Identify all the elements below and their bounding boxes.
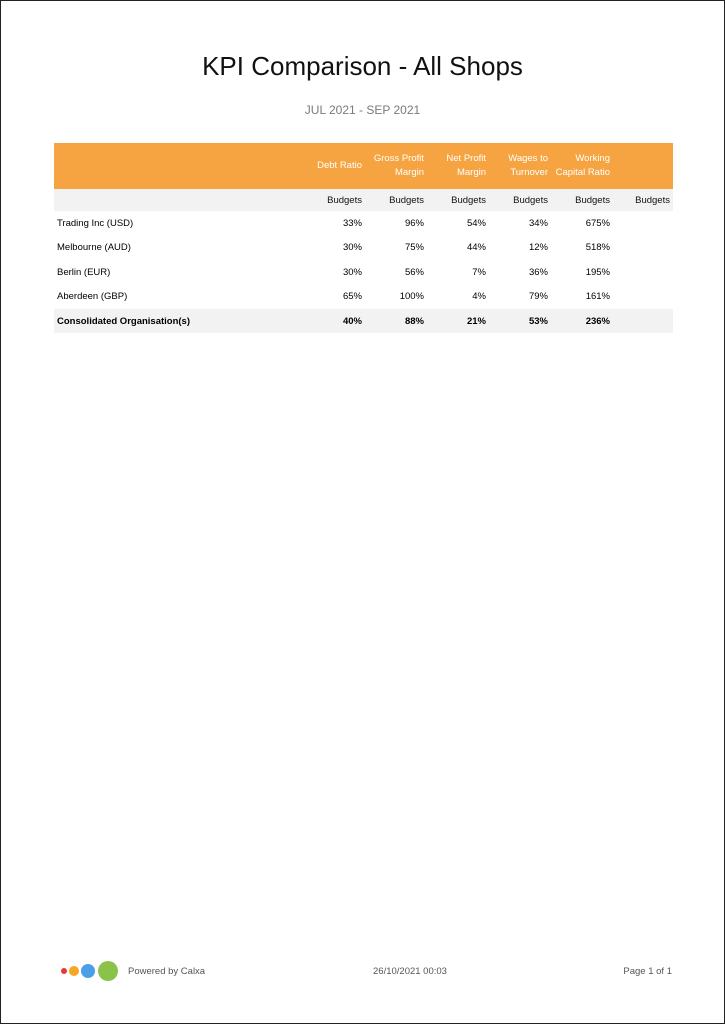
table-row bbox=[54, 260, 673, 285]
total-label: Consolidated Organisation(s) bbox=[54, 309, 300, 333]
value-cell: 161% bbox=[585, 291, 610, 303]
generated-timestamp: 26/10/2021 00:03 bbox=[373, 966, 447, 977]
value-cell: 518% bbox=[585, 242, 610, 254]
table-header-row bbox=[54, 143, 673, 189]
kpi-table bbox=[54, 143, 673, 333]
header-blank bbox=[613, 143, 673, 189]
value-cell: 33% bbox=[342, 217, 362, 229]
value-cell: 34% bbox=[528, 217, 548, 229]
logo-dot-green bbox=[98, 961, 118, 981]
logo-dot-orange bbox=[69, 966, 79, 976]
empty-cell bbox=[613, 309, 673, 333]
total-cell: 236% bbox=[551, 309, 613, 333]
subheader-cell: Budgets bbox=[365, 189, 427, 211]
column-header: Debt Ratio bbox=[300, 143, 365, 189]
total-cell: 21% bbox=[427, 309, 489, 333]
value-cell: 100% bbox=[399, 291, 424, 303]
shop-name: Trading Inc (USD) bbox=[57, 217, 134, 229]
empty-cell bbox=[613, 236, 673, 261]
value-cell: 56% bbox=[404, 266, 424, 278]
empty-cell bbox=[613, 260, 673, 285]
empty-cell bbox=[613, 285, 673, 310]
report-footer bbox=[61, 961, 672, 981]
value-cell: 75% bbox=[404, 242, 424, 254]
value-cell: 7% bbox=[472, 266, 486, 278]
shop-name: Berlin (EUR) bbox=[57, 266, 111, 278]
table-row bbox=[54, 285, 673, 310]
subheader-cell: Budgets bbox=[613, 189, 673, 211]
page-number: Page 1 of 1 bbox=[623, 966, 672, 977]
shop-name: Melbourne (AUD) bbox=[57, 242, 131, 254]
value-cell: 65% bbox=[342, 291, 362, 303]
column-header: Gross Profit Margin bbox=[365, 143, 427, 189]
empty-cell bbox=[613, 211, 673, 236]
total-cell: 40% bbox=[300, 309, 365, 333]
header-blank bbox=[54, 143, 300, 189]
value-cell: 675% bbox=[585, 217, 610, 229]
value-cell: 30% bbox=[342, 242, 362, 254]
column-header: Wages to Turnover bbox=[489, 143, 551, 189]
value-cell: 54% bbox=[466, 217, 486, 229]
value-cell: 44% bbox=[466, 242, 486, 254]
subheader-cell: Budgets bbox=[427, 189, 489, 211]
value-cell: 4% bbox=[472, 291, 486, 303]
table-row bbox=[54, 236, 673, 261]
value-cell: 79% bbox=[528, 291, 548, 303]
subheader-cell: Budgets bbox=[489, 189, 551, 211]
value-cell: 195% bbox=[585, 266, 610, 278]
logo-dot-blue bbox=[81, 964, 95, 978]
subheader-blank bbox=[54, 189, 300, 211]
powered-by-text: Powered by Calxa bbox=[128, 966, 206, 977]
value-cell: 96% bbox=[404, 217, 424, 229]
total-cell: 88% bbox=[365, 309, 427, 333]
value-cell: 36% bbox=[528, 266, 548, 278]
budget-subheader-row bbox=[54, 189, 673, 211]
report-period: JUL 2021 - SEP 2021 bbox=[304, 103, 421, 117]
logo-dot-red bbox=[61, 968, 67, 974]
subheader-cell: Budgets bbox=[551, 189, 613, 211]
value-cell: 30% bbox=[342, 266, 362, 278]
shop-name: Aberdeen (GBP) bbox=[57, 291, 128, 303]
value-cell: 12% bbox=[528, 242, 548, 254]
consolidated-total-row bbox=[54, 309, 673, 333]
column-header: Working Capital Ratio bbox=[551, 143, 613, 189]
table-row bbox=[54, 211, 673, 236]
total-cell: 53% bbox=[489, 309, 551, 333]
subheader-cell: Budgets bbox=[300, 189, 365, 211]
column-header: Net Profit Margin bbox=[427, 143, 489, 189]
report-title: KPI Comparison - All Shops bbox=[202, 51, 523, 81]
